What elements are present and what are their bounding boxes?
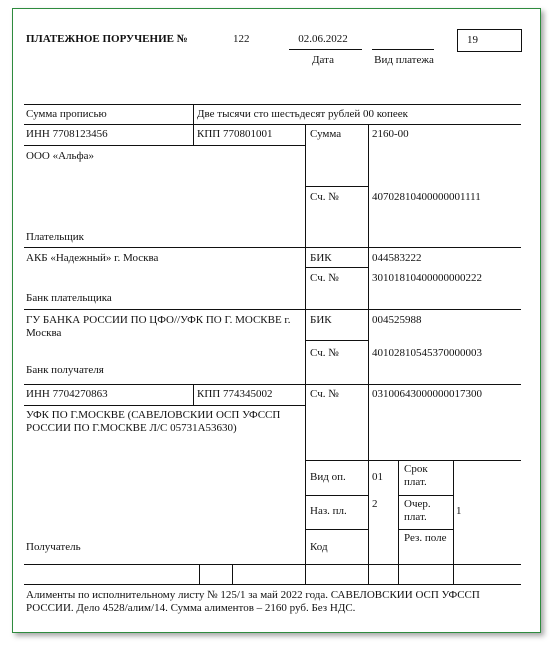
payer-bank-bik-value: 044583222 — [372, 252, 422, 264]
grid-line — [398, 529, 453, 530]
recipient-bank-account-value: 40102810545370000003 — [372, 347, 482, 359]
recipient-account-value: 03100643000000017300 — [372, 388, 482, 400]
recipient-bank-name: ГУ БАНКА РОССИИ ПО ЦФО//УФК ПО Г. МОСКВЕ г. Москва — [26, 314, 291, 339]
grid-line — [398, 564, 399, 584]
date-underline — [289, 49, 362, 50]
payment-purpose: Алименты по исполнительному листу № 125/1 за май 2022 года. САВЕЛОВСКИИ ОСП УФССП РОССИИ. Дело 4528/алим/14. Сумма алиментов – 2160 руб. Без НДС. — [26, 589, 480, 614]
payer-bank-name: АКБ «Надежный» г. Москва — [26, 252, 159, 264]
grid-line — [305, 460, 521, 461]
payer-bank-account-value: 30101810400000000222 — [372, 272, 482, 284]
grid-line — [24, 384, 521, 385]
grid-line — [305, 267, 368, 268]
order-value: 2 — [372, 498, 378, 510]
grid-line — [24, 145, 305, 146]
purpose-label: Наз. пл. — [310, 505, 347, 517]
recipient-account-label: Сч. № — [310, 388, 339, 400]
payment-type-underline — [372, 49, 434, 50]
grid-line — [199, 564, 200, 584]
recipient-bank-bik-value: 004525988 — [372, 314, 422, 326]
grid-line — [232, 564, 233, 584]
sum-value: 2160-00 — [372, 128, 409, 140]
recipient-bank-bik-label: БИК — [310, 314, 332, 326]
recipient-bank-label: Банк получателя — [26, 364, 104, 376]
payer-account-label: Сч. № — [310, 191, 339, 203]
recipient-name: УФК ПО Г.МОСКВЕ (САВЕЛОВСКИИ ОСП УФССП РОССИИ ПО Г.МОСКВЕ Л/С 05731А53630) — [26, 409, 281, 434]
grid-line — [398, 495, 453, 496]
grid-line — [24, 584, 521, 585]
grid-line — [305, 495, 368, 496]
grid-line — [453, 564, 454, 584]
grid-line — [368, 564, 369, 584]
recipient-bank-account-label: Сч. № — [310, 347, 339, 359]
grid-line — [193, 384, 194, 405]
order-date: 02.06.2022 — [298, 33, 348, 45]
amount-divider — [193, 104, 194, 124]
amount-top-line — [24, 104, 521, 105]
form-code: 19 — [467, 34, 478, 46]
recipient-inn: ИНН 7704270863 — [26, 388, 108, 400]
grid-line — [368, 124, 369, 564]
grid-line — [305, 186, 368, 187]
payer-inn: ИНН 7708123456 — [26, 128, 108, 140]
amount-words-value: Две тысячи сто шестьдесят рублей 00 копеек — [197, 108, 409, 120]
form-title: ПЛАТЕЖНОЕ ПОРУЧЕНИЕ № — [26, 33, 188, 45]
recipient-kpp: КПП 774345002 — [197, 388, 273, 400]
payer-bank-bik-label: БИК — [310, 252, 332, 264]
grid-line — [305, 340, 368, 341]
grid-line — [305, 564, 306, 584]
op-type-value: 01 — [372, 471, 383, 483]
grid-line — [305, 529, 368, 530]
payer-account-value: 40702810400000001111 — [372, 191, 481, 203]
payer-name: ООО «Альфа» — [26, 150, 95, 162]
order-label: Очер. плат. — [404, 498, 431, 523]
sum-label: Сумма — [310, 128, 342, 140]
reserve-label: Рез. поле — [404, 532, 447, 544]
grid-line — [24, 247, 521, 248]
grid-line — [24, 124, 521, 125]
payment-type-label: Вид платежа — [374, 54, 434, 66]
code-label: Код — [310, 541, 328, 553]
date-label: Дата — [312, 54, 334, 66]
order-number: 122 — [233, 33, 250, 45]
grid-line — [193, 124, 194, 145]
grid-line — [453, 460, 454, 564]
grid-line — [398, 460, 399, 564]
payer-label: Плательщик — [26, 231, 84, 243]
term-label: Срок плат. — [404, 463, 428, 488]
payer-kpp: КПП 770801001 — [197, 128, 273, 140]
payer-bank-label: Банк плательщика — [26, 292, 112, 304]
payer-bank-account-label: Сч. № — [310, 272, 339, 284]
op-type-label: Вид оп. — [310, 471, 346, 483]
grid-line — [24, 405, 305, 406]
grid-line — [305, 124, 306, 564]
order-extra: 1 — [456, 505, 462, 517]
amount-words-label: Сумма прописью — [26, 108, 107, 120]
recipient-label: Получатель — [26, 541, 81, 553]
grid-line — [24, 564, 521, 565]
grid-line — [24, 309, 521, 310]
